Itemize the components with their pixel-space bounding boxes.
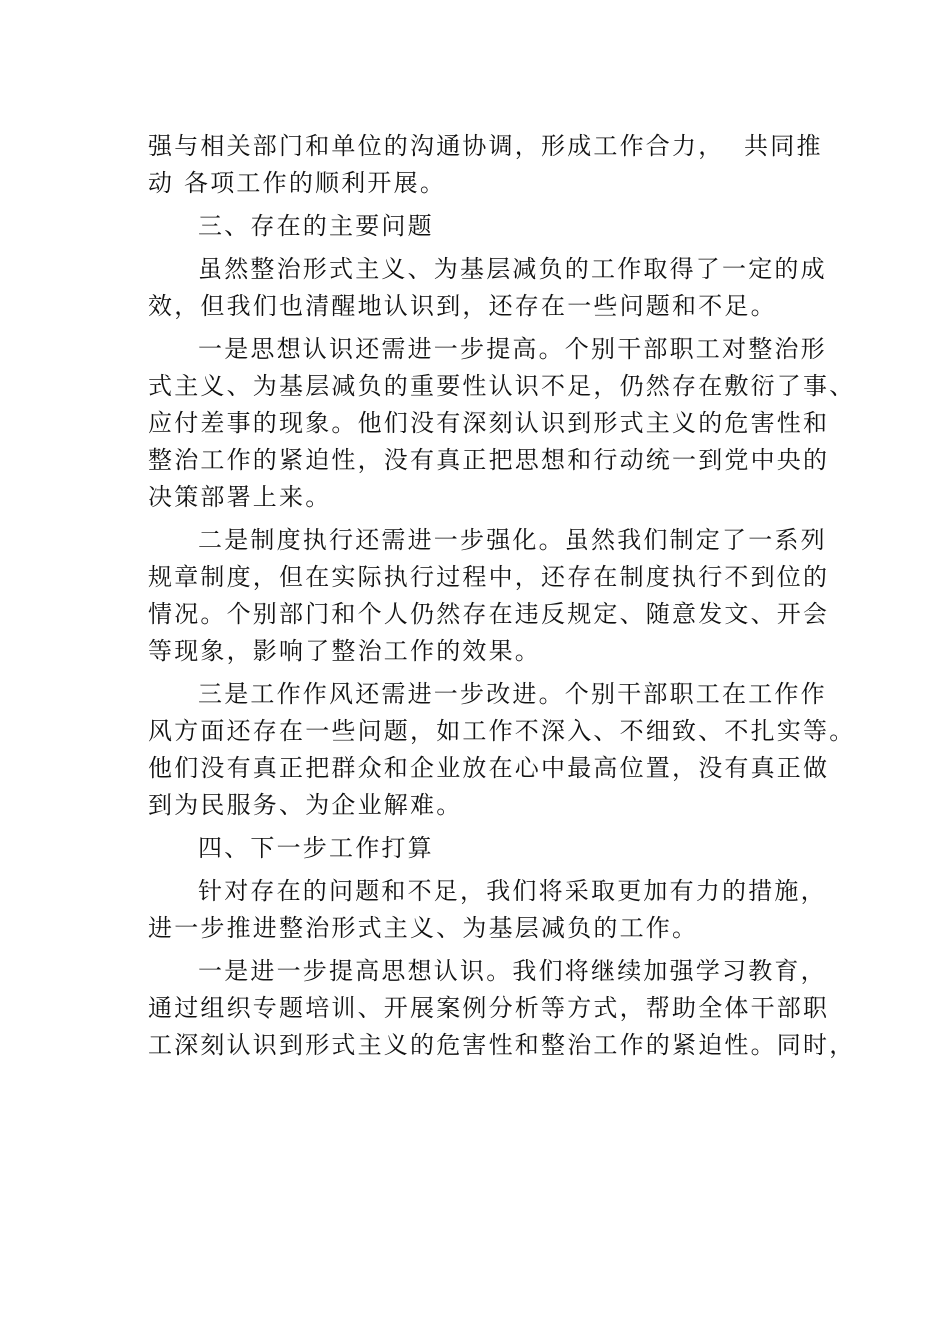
paragraph <box>148 331 856 516</box>
text-line: 规章制度，但在实际执行过程中，还存在制度执行不到位的 <box>148 563 830 591</box>
text-line: 强与相关部门和单位的沟通协调，形成工作合力， 共同推 <box>148 132 823 160</box>
section-heading <box>148 830 808 867</box>
text-line: 效，但我们也清醒地认识到，还存在一些问题和不足。 <box>148 292 777 320</box>
paragraph <box>148 953 856 1064</box>
paragraph <box>148 676 856 824</box>
paragraph <box>148 522 830 670</box>
text-line: 决策部署上来。 <box>148 483 332 511</box>
document-body <box>148 128 856 1064</box>
heading-text: 四、下一步工作打算 <box>198 834 434 862</box>
text-line: 整治工作的紧迫性，没有真正把思想和行动统一到党中央的 <box>148 446 830 474</box>
text-line: 等现象，影响了整治工作的效果。 <box>148 637 541 665</box>
text-line: 风方面还存在一些问题，如工作不深入、不细致、不扎实等。 <box>148 717 856 745</box>
text-line: 动 各项工作的顺利开展。 <box>148 169 447 197</box>
text-line: 他们没有真正把群众和企业放在心中最高位置，没有真正做 <box>148 754 830 782</box>
text-line: 一是进一步提高思想认识。我们将继续加强学习教育， <box>198 957 827 985</box>
text-line: 应付差事的现象。他们没有深刻认识到形式主义的危害性和 <box>148 409 830 437</box>
paragraph <box>148 128 823 202</box>
paragraph <box>148 251 827 325</box>
paragraph <box>148 873 827 947</box>
heading-text: 三、存在的主要问题 <box>198 212 434 240</box>
text-line: 工深刻认识到形式主义的危害性和整治工作的紧迫性。同时， <box>148 1031 856 1059</box>
text-line: 通过组织专题培训、开展案例分析等方式，帮助全体干部职 <box>148 994 830 1022</box>
text-line: 二是制度执行还需进一步强化。虽然我们制定了一系列 <box>198 526 827 554</box>
text-line: 虽然整治形式主义、为基层减负的工作取得了一定的成 <box>198 255 827 283</box>
text-line: 进一步推进整治形式主义、为基层减负的工作。 <box>148 914 699 942</box>
text-line: 到为民服务、为企业解难。 <box>148 791 463 819</box>
text-line: 情况。个别部门和个人仍然存在违反规定、随意发文、开会 <box>148 600 830 628</box>
text-line: 式主义、为基层减负的重要性认识不足，仍然存在敷衍了事、 <box>148 372 856 400</box>
text-line: 一是思想认识还需进一步提高。个别干部职工对整治形 <box>198 335 827 363</box>
text-line: 针对存在的问题和不足，我们将采取更加有力的措施， <box>198 877 827 905</box>
section-heading <box>148 208 808 245</box>
text-line: 三是工作作风还需进一步改进。个别干部职工在工作作 <box>198 680 827 708</box>
